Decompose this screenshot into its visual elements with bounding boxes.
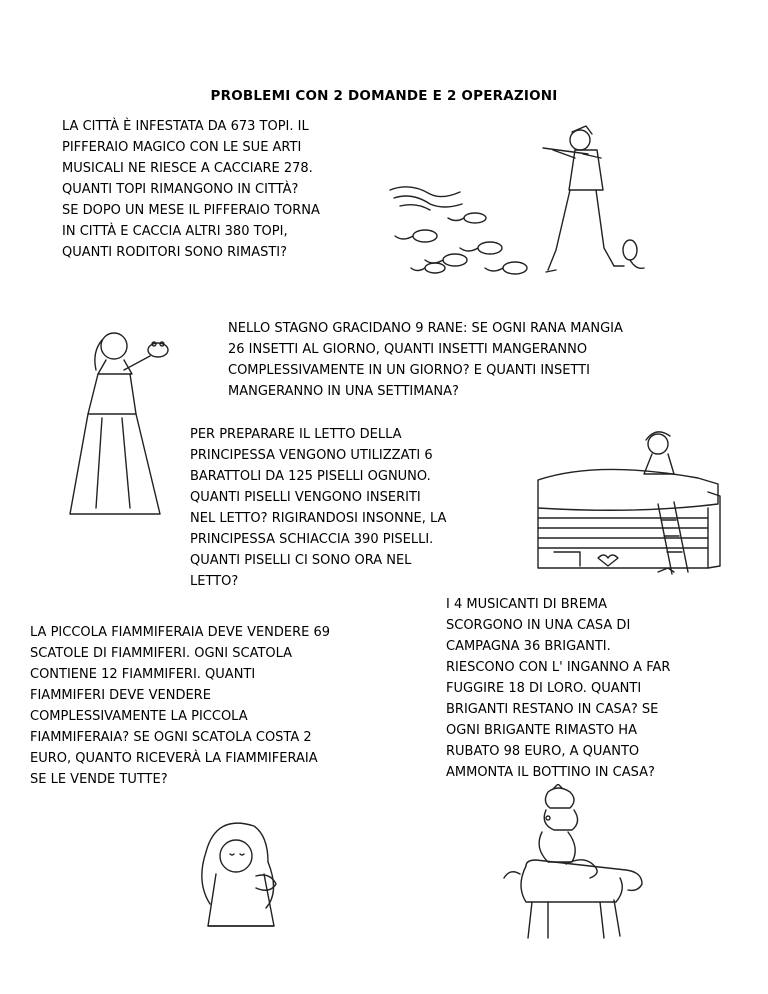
problem-line: RIESCONO CON L' INGANNO A FAR <box>446 660 671 675</box>
pied-piper-illustration <box>380 118 650 293</box>
problem-line: AMMONTA IL BOTTINO IN CASA? <box>446 765 655 780</box>
problem-bremen-musicians <box>446 594 670 783</box>
princess-bed-illustration <box>528 422 733 582</box>
problem-line: LETTO? <box>190 574 239 589</box>
problem-line: SCATOLE DI FIAMMIFERI. OGNI SCATOLA <box>30 646 293 661</box>
problem-line: NELLO STAGNO GRACIDANO 9 RANE: SE OGNI RANA MANGIA <box>228 321 623 336</box>
problem-line: PRINCIPESSA SCHIACCIA 390 PISELLI. <box>190 532 434 547</box>
problem-line: CAMPAGNA 36 BRIGANTI. <box>446 639 611 654</box>
problem-line: CONTIENE 12 FIAMMIFERI. QUANTI <box>30 667 256 682</box>
problem-line: LA PICCOLA FIAMMIFERAIA DEVE VENDERE 69 <box>30 625 331 640</box>
problem-line: BARATTOLI DA 125 PISELLI OGNUNO. <box>190 469 431 484</box>
problem-line: BRIGANTI RESTANO IN CASA? SE <box>446 702 659 717</box>
problem-frogs <box>228 318 623 402</box>
problem-line: SCORGONO IN UNA CASA DI <box>446 618 631 633</box>
problem-line: SE LE VENDE TUTTE? <box>30 772 168 787</box>
problem-line: OGNI BRIGANTE RIMASTO HA <box>446 723 637 738</box>
problem-line: COMPLESSIVAMENTE IN UN GIORNO? E QUANTI INSETTI <box>228 363 590 378</box>
problem-princess-pea <box>190 424 446 592</box>
problem-line: NEL LETTO? RIGIRANDOSI INSONNE, LA <box>190 511 447 526</box>
problem-line: MUSICALI NE RIESCE A CACCIARE 278. <box>62 161 313 176</box>
problem-pied-piper <box>62 116 320 263</box>
problem-line: IN CITTÀ E CACCIA ALTRI 380 TOPI, <box>62 224 288 239</box>
problem-line: RUBATO 98 EURO, A QUANTO <box>446 744 640 759</box>
frog-girl-illustration <box>62 318 192 523</box>
problem-line: I 4 MUSICANTI DI BREMA <box>446 597 608 612</box>
problem-line: 26 INSETTI AL GIORNO, QUANTI INSETTI MANGERANNO <box>228 342 588 357</box>
problem-line: QUANTI TOPI RIMANGONO IN CITTÀ? <box>62 182 299 197</box>
problem-line: EURO, QUANTO RICEVERÀ LA FIAMMIFERAIA <box>30 751 318 766</box>
problem-line: FUGGIRE 18 DI LORO. QUANTI <box>446 681 642 696</box>
problem-line: FIAMMIFERAIA? SE OGNI SCATOLA COSTA 2 <box>30 730 312 745</box>
problem-line: PER PREPARARE IL LETTO DELLA <box>190 427 402 442</box>
problem-line: FIAMMIFERI DEVE VENDERE <box>30 688 211 703</box>
problem-line: QUANTI PISELLI VENGONO INSERITI <box>190 490 421 505</box>
problem-line: QUANTI PISELLI CI SONO ORA NEL <box>190 553 412 568</box>
page-title: PROBLEMI CON 2 DOMANDE E 2 OPERAZIONI <box>210 88 558 104</box>
problem-line: MANGERANNO IN UNA SETTIMANA? <box>228 384 459 399</box>
problem-match-girl <box>30 622 330 790</box>
problem-line: COMPLESSIVAMENTE LA PICCOLA <box>30 709 248 724</box>
problem-line: LA CITTÀ È INFESTATA DA 673 TOPI. IL <box>62 119 309 134</box>
problem-line: SE DOPO UN MESE IL PIFFERAIO TORNA <box>62 203 320 218</box>
match-girl-illustration <box>186 812 296 937</box>
problem-line: PRINCIPESSA VENGONO UTILIZZATI 6 <box>190 448 433 463</box>
bremen-musicians-illustration <box>496 784 648 944</box>
problem-line: QUANTI RODITORI SONO RIMASTI? <box>62 245 288 260</box>
problem-line: PIFFERAIO MAGICO CON LE SUE ARTI <box>62 140 302 155</box>
